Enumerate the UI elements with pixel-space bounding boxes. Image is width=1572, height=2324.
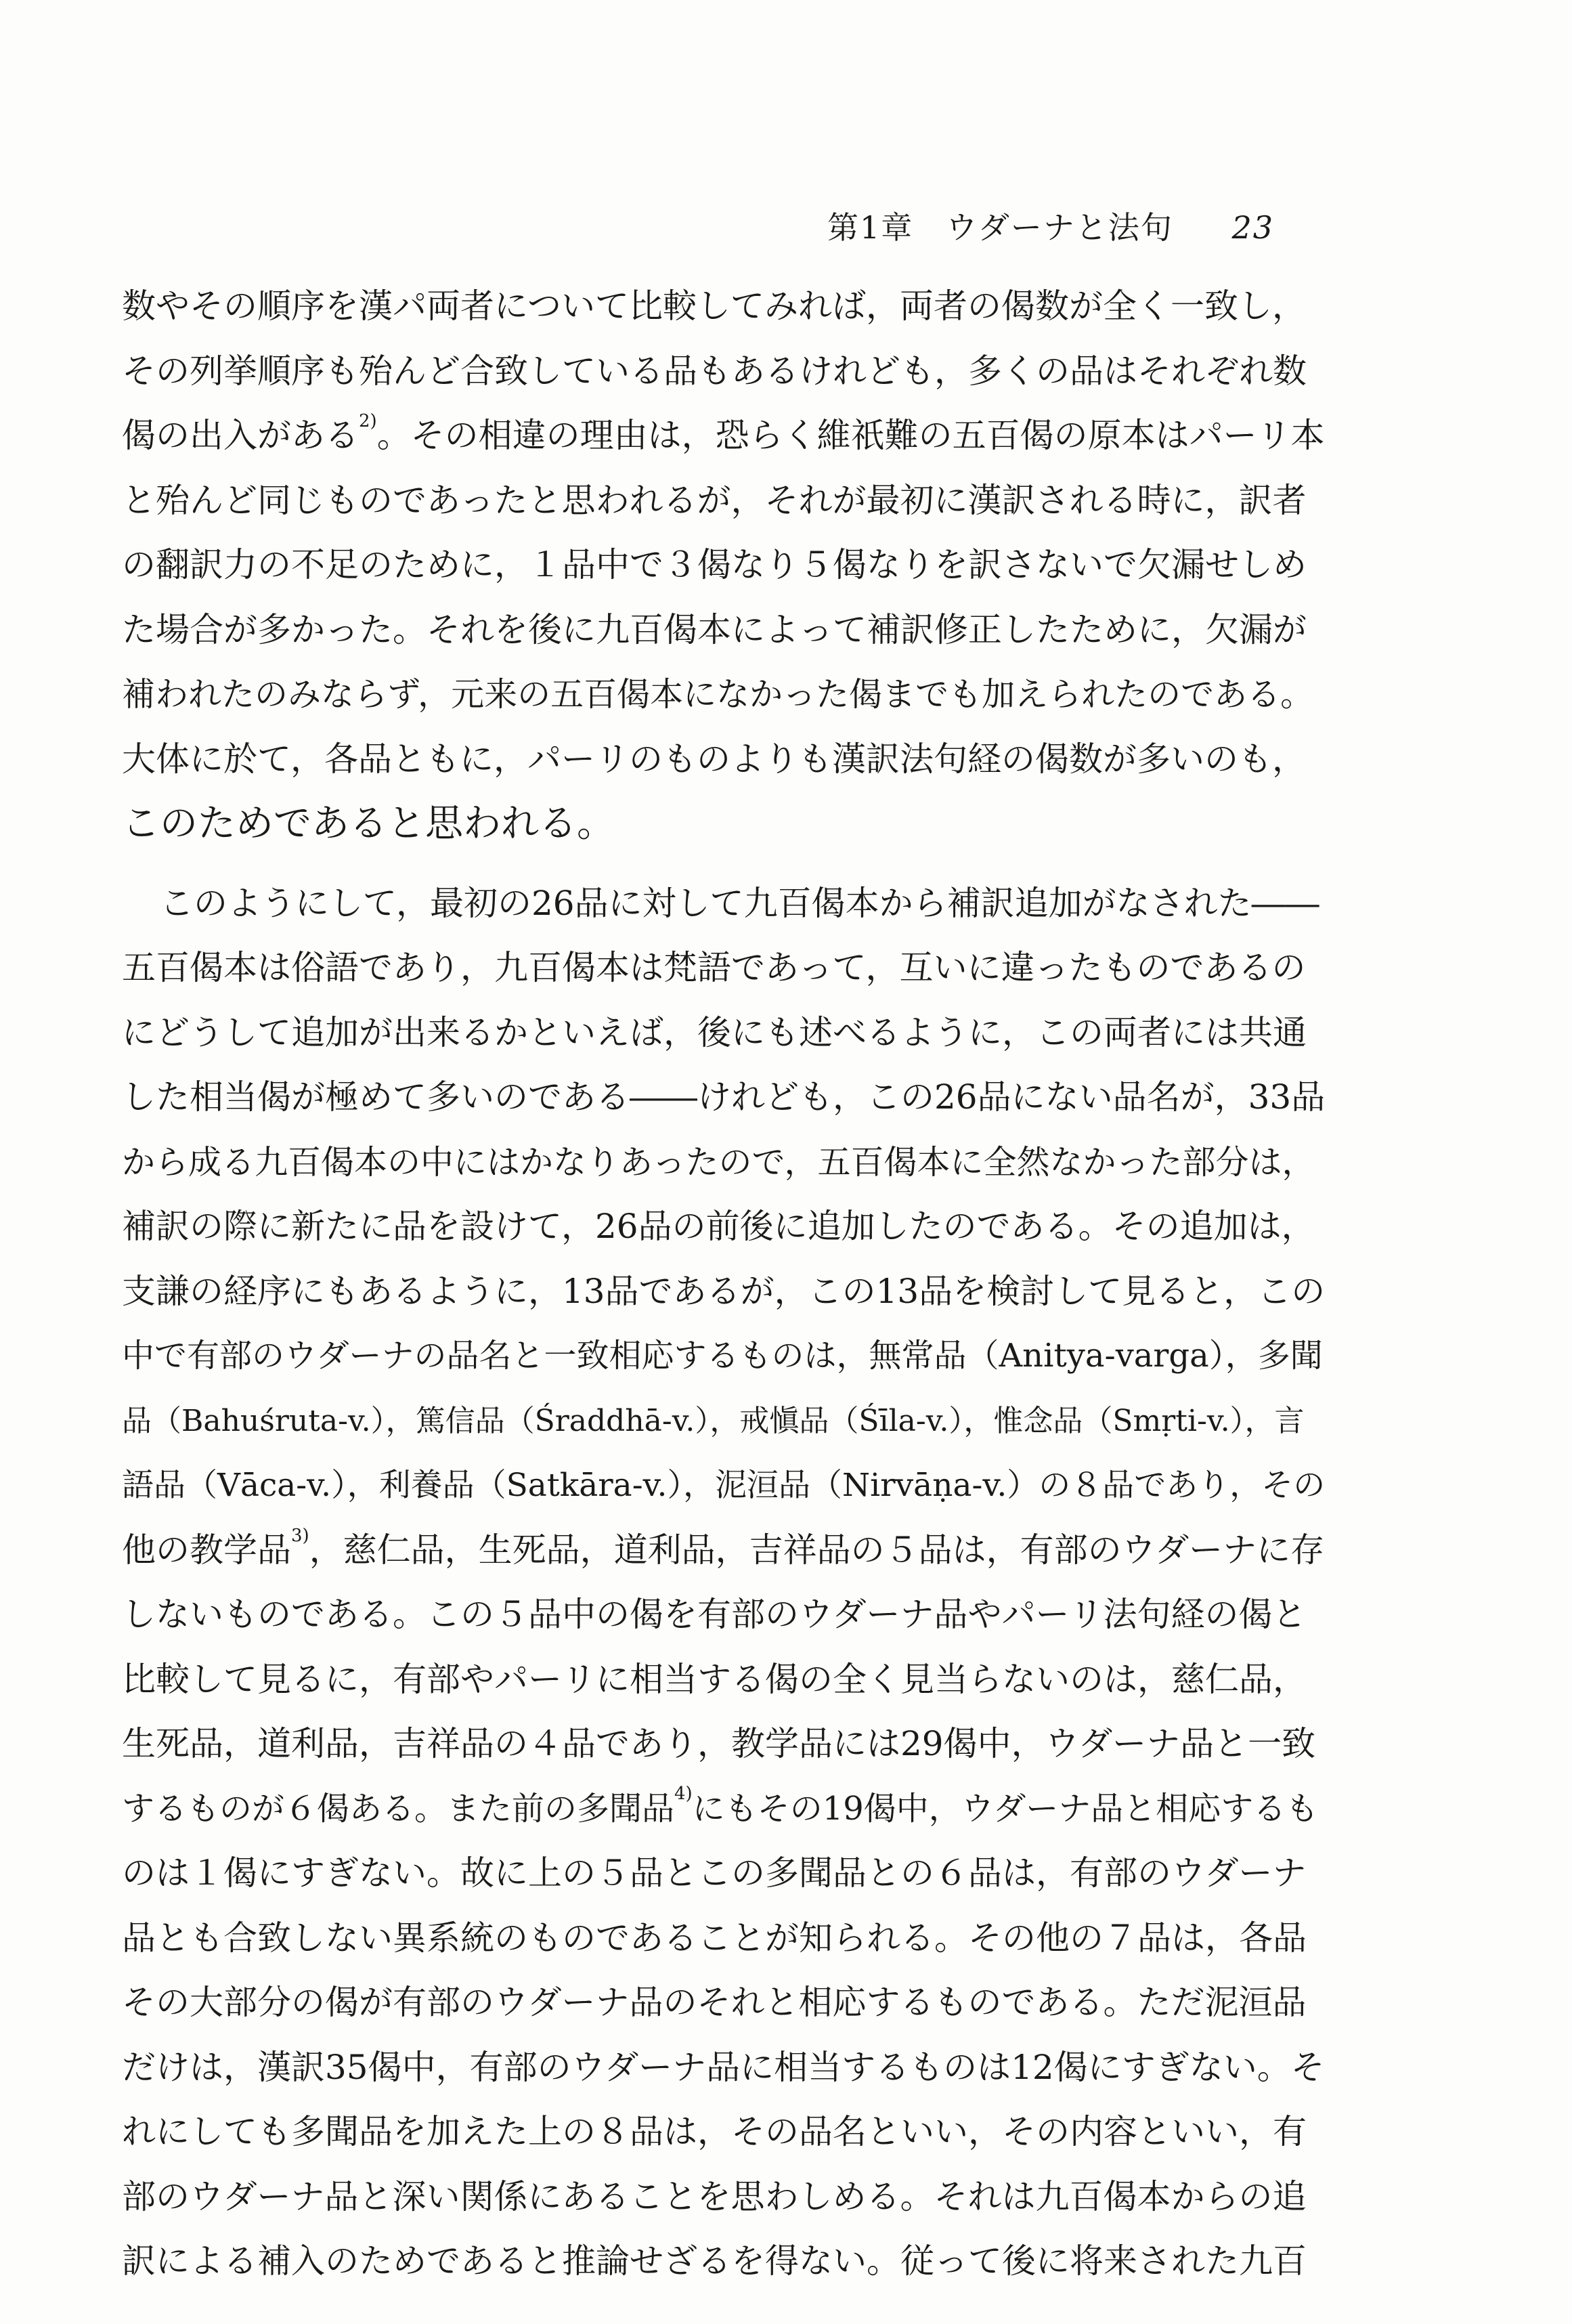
text-segment: 他の教学品$^{3)}$，慈仁品，生死品，道利品，吉祥品の５品は，有部のウダーナに存	[122, 1525, 1325, 1570]
text-line: 補訳の際に新たに品を設けて，26品の前後に追加したのである。その追加は，	[122, 1207, 1315, 1246]
footnote-ref-2: 2)	[359, 411, 377, 431]
text-line: と殆んど同じものであったと思われるが，それが最初に漢訳される時に，訳者	[122, 480, 1307, 520]
paragraph-1	[122, 274, 1327, 857]
chapter-title: 第1章 ウダーナと法句	[827, 209, 1173, 246]
text-line: 訳による補入のためであると推論せざるを得ない。従って後に将来された九百	[122, 2241, 1307, 2281]
paragraph-2	[122, 872, 1327, 2294]
text-line: 補われたのみならず，元来の五百偈本になかった偈までも加えられたのである。	[122, 675, 1314, 714]
text-line: 品（Bahuśruta-v.），篤信品（Śraddhā-v.），戒愼品（Śīla-v.），惟念品（Smṛti-v.），言	[122, 1403, 1305, 1438]
text-line: その大部分の偈が有部のウダーナ品のそれと相応するものである。ただ泥洹品	[122, 1983, 1307, 2022]
text-segment: 偈の出入がある$^{2)}$。その相違の理由は，恐らく維祇難の五百偈の原本はパーリ本	[122, 411, 1325, 455]
text-line: 支謙の経序にもあるように，13品であるが，この13品を検討して見ると，この	[122, 1271, 1326, 1311]
text-line: 品とも合致しない異系統のものであることが知られる。その他の７品は，各品	[122, 1918, 1307, 1958]
text-line: た場合が多かった。それを後に九百偈本によって補訳修正したために，欠漏が	[122, 609, 1307, 649]
text-line: した相当偈が極めて多いのである――けれども，この26品にない品名が，33品	[122, 1077, 1326, 1117]
footnote-ref-3: 3)	[291, 1525, 309, 1546]
footnote-ref-4: 4)	[674, 1783, 693, 1804]
text-line-with-note	[122, 404, 1327, 469]
text-line: にどうして追加が出来るかといえば，後にも述べるように，この両者には共通	[122, 1012, 1307, 1052]
text-line: その列挙順序も殆んど合致している品もあるけれども，多くの品はそれぞれ数	[122, 351, 1307, 391]
text-line: れにしても多聞品を加えた上の８品は，その品名といい，その内容といい，有	[122, 2112, 1307, 2151]
text-line: 語品（Vāca-v.），利養品（Satkāra-v.），泥洹品（Nirvāṇa-v.）の８品であり，その	[122, 1467, 1326, 1504]
text-segment: するものが６偈ある。また前の多聞品$^{4)}$にもその19偈中，ウダーナ品と相応するも	[122, 1783, 1319, 1828]
body-text	[122, 274, 1327, 2294]
text-line: の翻訳力の不足のために，１品中で３偈なり５偈なりを訳さないで欠漏せしめ	[122, 545, 1307, 584]
text-line: だけは，漢訳35偈中，有部のウダーナ品に相当するものは12偈にすぎない。そ	[122, 2047, 1325, 2087]
text-line-with-note	[122, 1518, 1327, 1583]
text-line: のは１偈にすぎない。故に上の５品とこの多聞品との６品は，有部のウダーナ	[122, 1853, 1307, 1893]
text-line: このためであると思われる。	[122, 802, 615, 846]
text-line: 五百偈本は俗語であり，九百偈本は梵語であって，互いに違ったものであるの	[122, 948, 1306, 987]
text-line: 比較して見るに，有部やパーリに相当する偈の全く見当らないのは，慈仁品，	[122, 1659, 1307, 1699]
running-head	[827, 203, 1274, 248]
page-number: 23	[1231, 209, 1274, 246]
text-line: から成る九百偈本の中にはかなりあったので，五百偈本に全然なかった部分は，	[122, 1142, 1315, 1182]
text-line: 部のウダーナ品と深い関係にあることを思わしめる。それは九百偈本からの追	[122, 2176, 1307, 2216]
text-line: 生死品，道利品，吉祥品の４品であり，教学品には29偈中，ウダーナ品と一致	[122, 1724, 1316, 1763]
text-line: 数やその順序を漢パ両者について比較してみれば，両者の偈数が全く一致し，	[122, 286, 1306, 326]
text-line-with-note	[122, 1777, 1327, 1842]
text-line: しないものである。この５品中の偈を有部のウダーナ品やパーリ法句経の偈と	[122, 1595, 1307, 1634]
text-line: 大体に於て，各品ともに，パーリのものよりも漢訳法句経の偈数が多いのも，	[122, 739, 1306, 779]
text-line: このようにして，最初の26品に対して九百偈本から補訳追加がなされた――	[160, 883, 1319, 923]
text-line: 中で有部のウダーナの品名と一致相応するものは，無常品（Anitya-varga），多聞	[122, 1337, 1323, 1375]
